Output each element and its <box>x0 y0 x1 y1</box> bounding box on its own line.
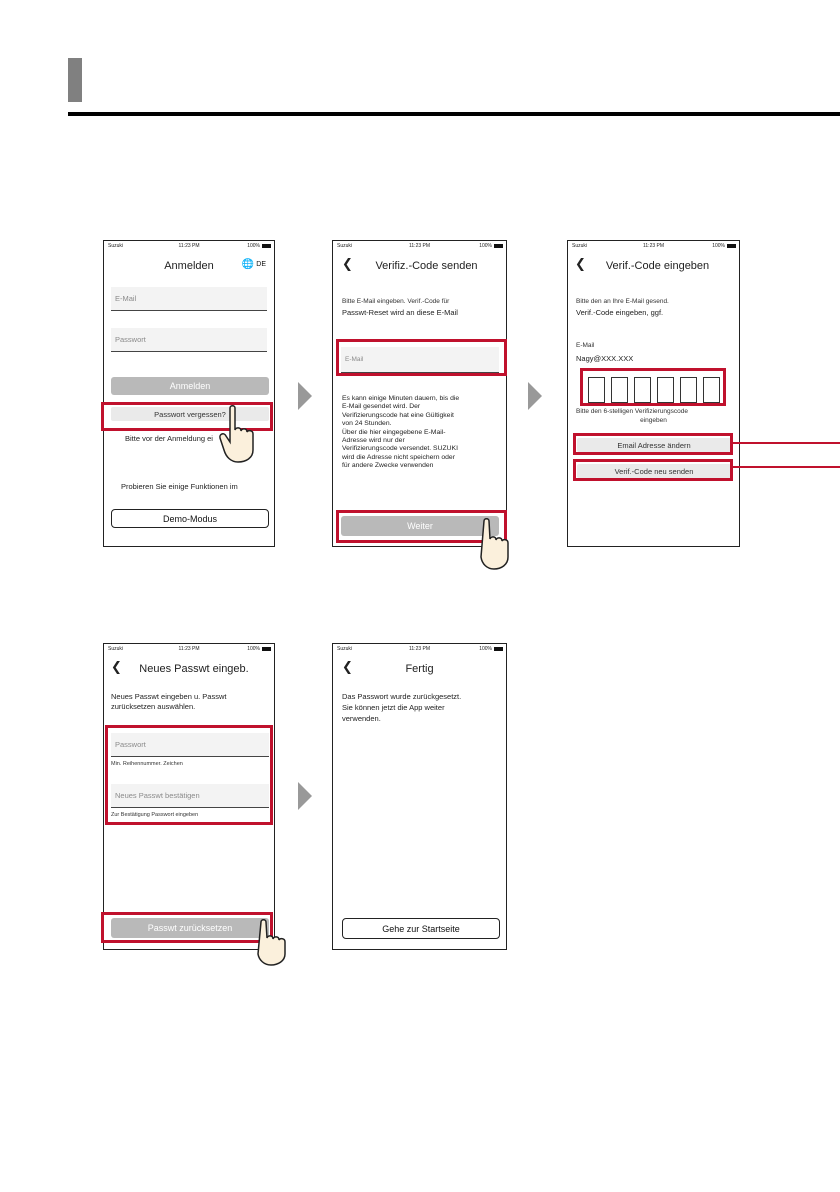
page-title: Verifiz.-Code senden <box>375 260 478 272</box>
step-arrow-3 <box>298 782 312 810</box>
change-email-button[interactable]: Email Adresse ändern <box>577 438 731 452</box>
battery-icon <box>262 244 271 248</box>
resend-code-button[interactable]: Verif.-Code neu senden <box>577 464 731 478</box>
callout-line-2 <box>733 466 840 468</box>
carrier-label: Suzuki <box>108 243 124 249</box>
step-arrow-1 <box>298 382 312 410</box>
confirm-password-hint: Zur Bestätigung Passwort eingeben <box>111 812 199 818</box>
status-time: 11:23 PM <box>408 243 431 249</box>
code-hint-line-2: eingeben <box>640 417 667 424</box>
forgot-password-button[interactable]: Passwort vergessen? <box>111 407 269 421</box>
callout-line-1 <box>733 442 840 444</box>
carrier-label: Suzuki <box>108 646 124 652</box>
pointing-hand-icon <box>218 404 258 464</box>
section-header-rule <box>68 112 840 116</box>
globe-icon: 🌐 <box>241 259 255 270</box>
back-chevron-icon[interactable]: ❮ <box>342 659 353 674</box>
email-field[interactable]: E-Mail <box>341 347 499 373</box>
battery-label: 100% <box>247 243 260 249</box>
phone-screen-enter-code <box>567 240 740 547</box>
instruction-line-1: Bitte den an Ihre E-Mail gesend. <box>576 298 669 305</box>
battery-icon <box>494 647 503 651</box>
back-chevron-icon[interactable]: ❮ <box>575 256 586 271</box>
section-header-block <box>68 58 82 102</box>
status-bar <box>104 644 274 656</box>
phone-screen-new-password <box>103 643 275 950</box>
info-note-line: Verifizierungscode hat eine Gültigkeit <box>342 411 454 419</box>
instruction-line-2: Passwt-Reset wird an diese E-Mail <box>342 308 458 317</box>
email-value: Nagy@XXX.XXX <box>576 354 634 363</box>
info-note-line: von 24 Stunden. <box>342 420 392 428</box>
status-time: 11:23 PM <box>408 646 431 652</box>
code-digit-4[interactable] <box>657 377 674 403</box>
email-field[interactable]: E-Mail <box>111 287 267 311</box>
instruction-line-1: Neues Passwt eingeben u. Passwt <box>111 692 227 701</box>
phone-screen-done <box>332 643 507 950</box>
battery-icon <box>727 244 736 248</box>
phone-screen-login <box>103 240 275 547</box>
code-digit-2[interactable] <box>611 377 628 403</box>
instruction-line-2: Verif.-Code eingeben, ggf. <box>576 308 664 317</box>
instruction-line-1: Bitte E-Mail eingeben. Verif.-Code für <box>342 298 450 305</box>
success-message-line-2: Sie können jetzt die App weiter <box>342 703 445 712</box>
login-hint: Bitte vor der Anmeldung ei <box>125 434 213 443</box>
info-note-line: wird die Adresse nicht speichern oder <box>342 453 455 461</box>
code-hint-line-1: Bitte den 6-stelligen Verifizierungscode <box>576 408 689 415</box>
page-title: Anmelden <box>164 260 214 272</box>
status-bar <box>333 644 506 656</box>
status-bar <box>333 241 506 253</box>
info-note-line: Über die hier eingegebene E-Mail- <box>342 428 446 436</box>
carrier-label: Suzuki <box>572 243 588 249</box>
phone-screen-send-code <box>332 240 507 547</box>
status-bar <box>104 241 274 253</box>
battery-label: 100% <box>479 243 492 249</box>
pointing-hand-icon <box>476 517 516 571</box>
battery-label: 100% <box>479 646 492 652</box>
page-title: Neues Passwt eingeb. <box>139 663 249 675</box>
demo-hint: Probieren Sie einige Funktionen im <box>121 482 238 491</box>
back-chevron-icon[interactable]: ❮ <box>342 256 353 271</box>
info-note-line: E-Mail gesendet wird. Der <box>342 403 421 411</box>
back-chevron-icon[interactable]: ❮ <box>111 659 122 674</box>
pointing-hand-icon <box>251 918 293 966</box>
success-message-line-1: Das Passwort wurde zurückgesetzt. <box>342 692 462 701</box>
carrier-label: Suzuki <box>337 646 353 652</box>
success-message-line-3: verwenden. <box>342 714 381 723</box>
battery-label: 100% <box>247 646 260 652</box>
info-note-line: Es kann einige Minuten dauern, bis die <box>342 395 460 402</box>
code-digit-3[interactable] <box>634 377 651 403</box>
reset-password-button[interactable]: Passwt zurücksetzen <box>111 918 269 938</box>
battery-label: 100% <box>712 243 725 249</box>
password-hint: Min. Reihennummer. Zeichen <box>111 761 183 766</box>
password-field[interactable]: Passwort <box>111 328 267 352</box>
code-digit-5[interactable] <box>680 377 697 403</box>
info-note-line: Verifizierungscode versendet. SUZUKI <box>342 445 458 453</box>
email-label: E-Mail <box>576 342 595 349</box>
battery-icon <box>262 647 271 651</box>
code-digit-1[interactable] <box>588 377 605 403</box>
info-note <box>342 395 504 471</box>
battery-icon <box>494 244 503 248</box>
password-field[interactable]: Passwort <box>111 733 269 757</box>
info-note-line: für andere Zwecke verwenden <box>342 462 434 470</box>
instruction-line-2: zurücksetzen auswählen. <box>111 702 196 711</box>
carrier-label: Suzuki <box>337 243 353 249</box>
next-button[interactable]: Weiter <box>341 516 499 536</box>
demo-mode-button[interactable]: Demo-Modus <box>111 509 269 528</box>
language-label: DE <box>256 261 266 268</box>
status-time: 11:23 PM <box>178 646 200 652</box>
page-title: Verif.-Code eingeben <box>605 260 710 272</box>
status-bar <box>568 241 739 253</box>
page-title: Fertig <box>405 663 434 675</box>
status-time: 11:23 PM <box>178 243 200 249</box>
confirm-password-field[interactable]: Neues Passwt bestätigen <box>111 784 269 808</box>
code-digit-6[interactable] <box>703 377 720 403</box>
go-home-button[interactable]: Gehe zur Startseite <box>342 918 500 939</box>
info-note-line: Adresse wird nur der <box>342 437 405 445</box>
language-selector[interactable] <box>242 259 266 270</box>
status-time: 11:23 PM <box>642 243 665 249</box>
login-button[interactable]: Anmelden <box>111 377 269 395</box>
step-arrow-2 <box>528 382 542 410</box>
